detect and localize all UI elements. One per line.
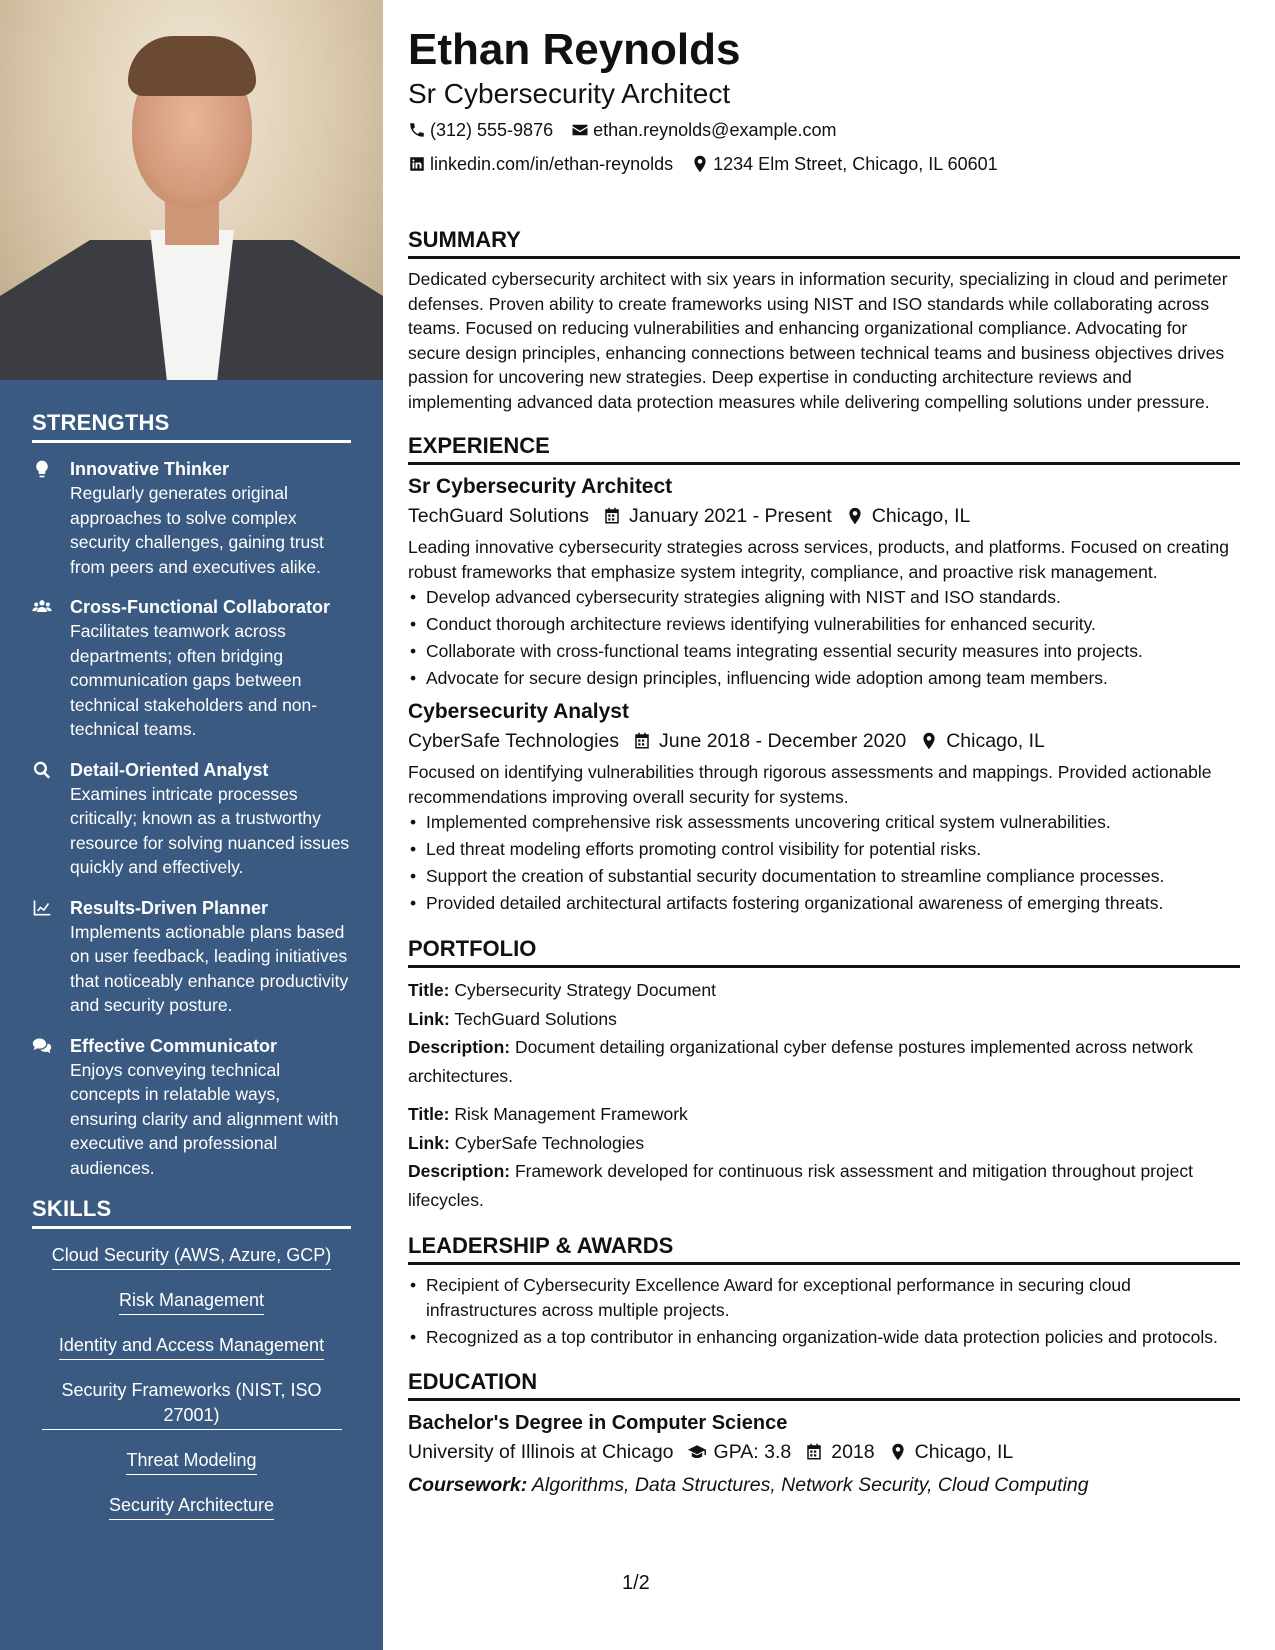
portfolio-description: Document detailing organizational cyber defense postures implemented across network architectures.	[408, 1037, 1193, 1086]
strength-item	[32, 595, 351, 742]
portfolio-desc-label: Description:	[408, 1161, 511, 1181]
candidate-role: Sr Cybersecurity Architect	[408, 78, 731, 109]
job-bullet: • Led threat modeling efforts promoting control visibility for potential risks.	[408, 836, 1240, 863]
skill-label: Risk Management	[119, 1288, 264, 1315]
job-entry	[408, 698, 1240, 917]
comments-icon	[32, 1036, 52, 1056]
contact-row	[408, 148, 1240, 180]
skill-label: Identity and Access Management	[59, 1333, 324, 1360]
gpa-text: GPA: 3.8	[713, 1440, 792, 1463]
map-marker-icon	[691, 155, 709, 173]
job-title: Cybersecurity Analyst	[408, 700, 629, 723]
job-location: Chicago, IL	[871, 505, 971, 527]
linkedin-contact[interactable]	[408, 148, 673, 180]
job-meta	[408, 501, 1240, 531]
map-marker-icon	[889, 1443, 907, 1461]
skill-label: Security Architecture	[109, 1493, 274, 1520]
skill-label: Threat Modeling	[126, 1448, 256, 1475]
email-text: ethan.reynolds@example.com	[593, 120, 837, 140]
coursework-text: Algorithms, Data Structures, Network Security, Cloud Computing	[531, 1473, 1089, 1496]
portfolio-link-label: Link:	[408, 1132, 450, 1153]
linkedin-icon	[408, 155, 426, 173]
envelope-icon	[571, 121, 589, 139]
portfolio-link[interactable]: TechGuard Solutions	[454, 1008, 617, 1029]
contact-row	[408, 114, 1240, 146]
job-bullets	[408, 809, 1240, 917]
map-marker-icon	[920, 732, 938, 750]
portfolio-title-label: Title:	[408, 1104, 450, 1124]
address-contact	[691, 148, 998, 180]
job-bullet: • Support the creation of substantial security documentation to streamline compliance processes.	[408, 863, 1240, 890]
portfolio-item	[408, 976, 1240, 1090]
calendar-icon	[603, 507, 621, 525]
skill-item	[32, 1493, 351, 1520]
experience-heading: EXPERIENCE	[408, 432, 1240, 465]
job-meta	[408, 726, 1240, 756]
job-bullet: • Implemented comprehensive risk assessments uncovering critical system vulnerabilities.	[408, 809, 1240, 836]
phone-icon	[408, 121, 426, 139]
skill-label: Cloud Security (AWS, Azure, GCP)	[52, 1243, 331, 1270]
education-meta	[408, 1437, 1240, 1467]
strength-description: Implements actionable plans based on user feedback, leading initiatives that noticeably enhance productivity and security posture.	[70, 921, 349, 1015]
graduation-cap-icon	[688, 1443, 706, 1461]
job-bullet: • Collaborate with cross-functional teams integrating essential security measures into projects.	[408, 638, 1240, 665]
job-title: Sr Cybersecurity Architect	[408, 475, 673, 498]
job-entry	[408, 473, 1240, 692]
strength-description: Regularly generates original approaches to solve complex security challenges, gaining trust from peers and executives alike.	[70, 483, 324, 577]
strength-item	[32, 1034, 351, 1181]
strength-title: Detail-Oriented Analyst	[70, 759, 269, 780]
calendar-icon	[633, 732, 651, 750]
users-icon	[32, 597, 52, 617]
main-content	[408, 24, 1240, 1499]
awards-list	[408, 1273, 1240, 1350]
company-name: TechGuard Solutions	[408, 505, 590, 527]
job-bullet: • Provided detailed architectural artifacts fostering organizational awareness of emerging threats.	[408, 890, 1240, 917]
summary-heading: SUMMARY	[408, 226, 1240, 259]
award-item: • Recipient of Cybersecurity Excellence Award for exceptional performance in securing cloud infrastructures across multiple projects.	[408, 1273, 1240, 1322]
strength-title: Cross-Functional Collaborator	[70, 597, 331, 617]
strength-item	[32, 758, 351, 880]
phone-text: (312) 555-9876	[430, 120, 554, 140]
job-description: Focused on identifying vulnerabilities through rigorous assessments and mappings. Provided actionable recommendations improving overall security for systems.	[408, 762, 1212, 807]
graduation-year: 2018	[831, 1440, 875, 1463]
portfolio-item	[408, 1100, 1240, 1214]
summary-text: Dedicated cybersecurity architect with six years in information security, specializing in cloud and perimeter defenses. Proven ability to create frameworks using NIST and ISO standards while collaborating across teams. Focused on reducing vulnerabilities and enhancing organizational compliance. Advocating for secure design principles, enhancing connections between technical teams and business objectives drives passion for uncovering new strategies. Deep expertise in conducting architecture reviews and implementing advanced data protection measures while delivering compelling solutions under pressure.	[408, 269, 1228, 412]
skill-item	[32, 1378, 351, 1430]
company-name: CyberSafe Technologies	[408, 730, 620, 752]
calendar-icon	[805, 1443, 823, 1461]
map-marker-icon	[846, 507, 864, 525]
coursework-label: Coursework:	[408, 1473, 528, 1496]
portfolio-title: Risk Management Framework	[454, 1104, 688, 1124]
strength-description: Enjoys conveying technical concepts in relatable ways, ensuring clarity and alignment with executive and professional audiences.	[70, 1059, 339, 1178]
degree-title: Bachelor's Degree in Computer Science	[408, 1411, 788, 1434]
education-heading: EDUCATION	[408, 1368, 1240, 1401]
school-name: University of Illinois at Chicago	[408, 1440, 674, 1463]
skill-item	[32, 1288, 351, 1315]
portfolio-description: Framework developed for continuous risk assessment and mitigation throughout project lifecycles.	[408, 1161, 1193, 1210]
page-number: 1/2	[622, 1572, 650, 1594]
linkedin-text: linkedin.com/in/ethan-reynolds	[430, 154, 674, 174]
strength-item	[32, 457, 351, 579]
portfolio-title: Cybersecurity Strategy Document	[454, 980, 717, 1000]
portfolio-link[interactable]: CyberSafe Technologies	[454, 1132, 645, 1153]
sidebar	[0, 0, 383, 1650]
strength-description: Facilitates teamwork across departments; often bridging communication gaps between technical stakeholders and non-technical teams.	[70, 621, 318, 739]
strength-item	[32, 896, 351, 1018]
skill-label: Security Frameworks (NIST, ISO 27001)	[42, 1378, 342, 1430]
portfolio-heading: PORTFOLIO	[408, 935, 1240, 968]
profile-photo	[0, 0, 383, 380]
skill-item	[32, 1333, 351, 1360]
address-text: 1234 Elm Street, Chicago, IL 60601	[713, 154, 998, 174]
strength-title: Innovative Thinker	[70, 459, 230, 479]
education-location: Chicago, IL	[914, 1440, 1014, 1463]
candidate-name: Ethan Reynolds	[408, 25, 741, 74]
job-bullet: • Develop advanced cybersecurity strategies aligning with NIST and ISO standards.	[408, 584, 1240, 611]
skill-item	[32, 1448, 351, 1475]
portfolio-title-label: Title:	[408, 980, 450, 1000]
job-dates: June 2018 - December 2020	[659, 730, 907, 752]
skill-item	[32, 1243, 351, 1270]
skills-heading: SKILLS	[32, 1196, 351, 1229]
lightbulb-icon	[32, 459, 52, 479]
search-icon	[32, 760, 52, 780]
strength-description: Examines intricate processes critically; known as a trustworthy resource for solving nuanced issues quickly and effectively.	[70, 783, 350, 877]
job-bullet: • Advocate for secure design principles, influencing wide adoption among team members.	[408, 665, 1240, 692]
strength-title: Effective Communicator	[70, 1035, 278, 1056]
portfolio-desc-label: Description:	[408, 1037, 511, 1057]
email-contact[interactable]	[571, 114, 836, 146]
phone-contact[interactable]	[408, 114, 553, 146]
chart-line-icon	[32, 898, 52, 918]
strengths-heading: STRENGTHS	[32, 410, 351, 443]
job-bullets	[408, 584, 1240, 692]
award-item: • Recognized as a top contributor in enhancing organization-wide data protection policies and protocols.	[408, 1325, 1240, 1350]
job-location: Chicago, IL	[946, 730, 1045, 752]
awards-heading: LEADERSHIP & AWARDS	[408, 1232, 1240, 1265]
job-dates: January 2021 - Present	[629, 505, 832, 527]
job-bullet: • Conduct thorough architecture reviews identifying vulnerabilities for enhanced security.	[408, 611, 1240, 638]
portfolio-link-label: Link:	[408, 1008, 450, 1029]
coursework-row	[408, 1471, 1240, 1499]
strength-title: Results-Driven Planner	[70, 897, 269, 918]
job-description: Leading innovative cybersecurity strategies across services, products, and platforms. Focused on creating robust frameworks that emphasize system integrity, compliance, and proactive risk management.	[408, 537, 1229, 582]
